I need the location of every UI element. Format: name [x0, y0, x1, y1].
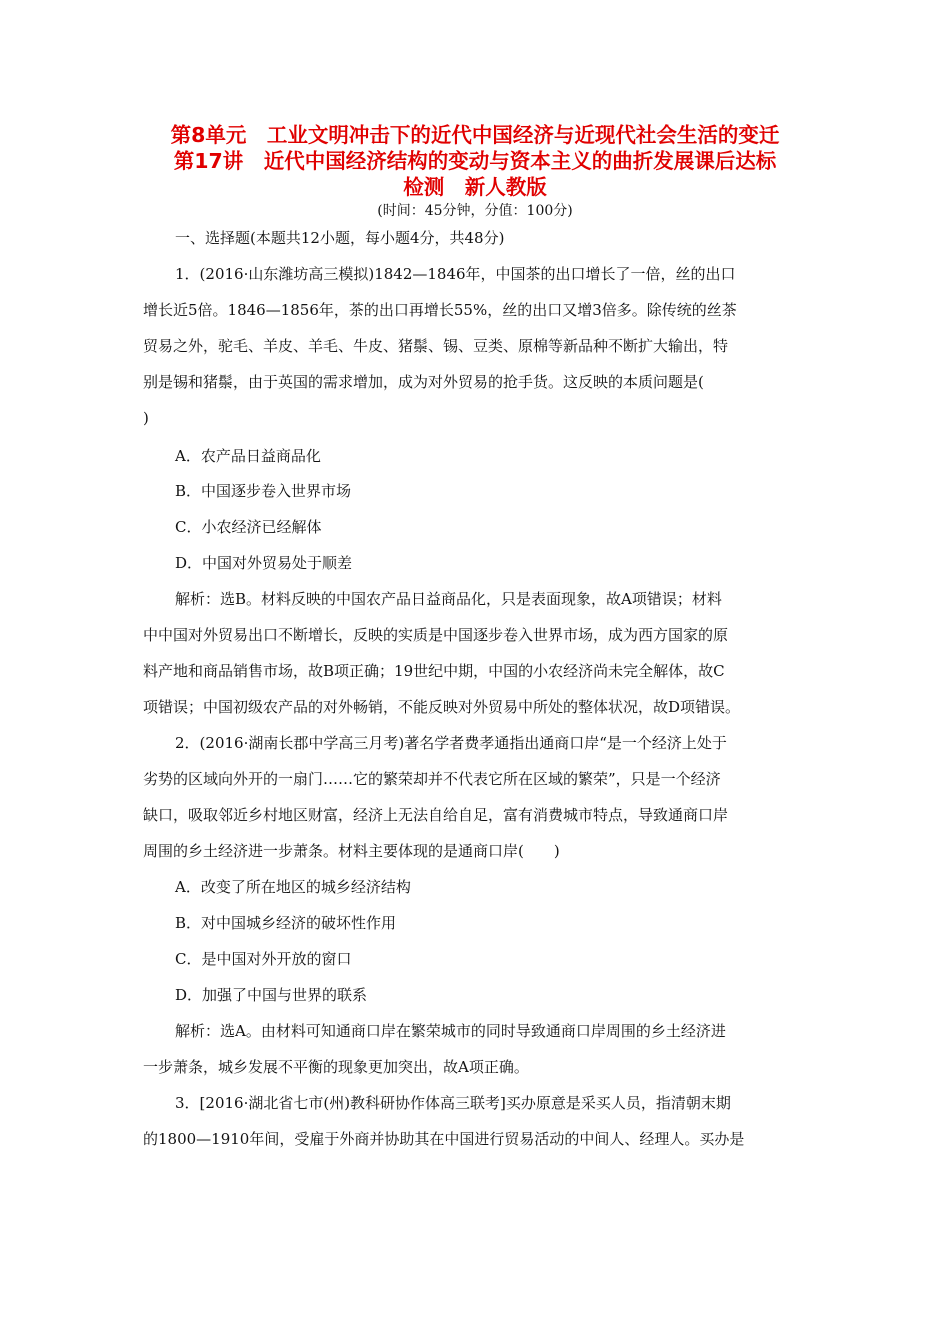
question-2-text: 缺口，吸取邻近乡村地区财富，经济上无法自给自足，富有消费城市特点，导致通商口岸 — [143, 806, 729, 824]
question-2-text: 周围的乡土经济进一步萧条。材料主要体现的是通商口岸( ) — [143, 842, 560, 860]
question-1-analysis: 项错误；中国初级农产品的对外畅销，不能反映对外贸易中所处的整体状况，故D项错误。 — [143, 698, 741, 716]
question-2-option-a: A．改变了所在地区的城乡经济结构 — [175, 878, 411, 896]
section-heading: 一、选择题(本题共12小题，每小题4分，共48分) — [175, 229, 505, 247]
question-1-text: 1．(2016·山东潍坊高三模拟)1842—1846年，中国茶的出口增长了一倍，丝的出口 — [175, 265, 736, 283]
question-2-analysis: 一步萧条，城乡发展不平衡的现象更加突出，故A项正确。 — [143, 1058, 529, 1076]
document-title-line-3: 检测 新人教版 — [403, 175, 547, 199]
question-2-text: 2．(2016·湖南长郡中学高三月考)著名学者费孝通指出通商口岸“是一个经济上处于 — [175, 734, 727, 752]
question-1-option-d: D．中国对外贸易处于顺差 — [175, 554, 353, 572]
document-title-line-1: 第8单元 工业文明冲击下的近代中国经济与近现代社会生活的变迁 — [170, 123, 780, 147]
question-1-analysis: 解析：选B。材料反映的中国农产品日益商品化，只是表面现象，故A项错误；材料 — [175, 590, 722, 608]
question-1-option-a: A．农产品日益商品化 — [175, 447, 321, 465]
time-and-score-info: (时间：45分钟，分值：100分) — [377, 203, 573, 219]
document-title-line-2: 第17讲 近代中国经济结构的变动与资本主义的曲折发展课后达标 — [173, 149, 777, 173]
question-2-analysis: 解析：选A。由材料可知通商口岸在繁荣城市的同时导致通商口岸周围的乡土经济进 — [175, 1022, 726, 1040]
question-1-text: 贸易之外，驼毛、羊皮、羊毛、牛皮、猪鬃、锡、豆类、原棉等新品种不断扩大输出，特 — [143, 337, 729, 355]
question-2-text: 劣势的区域向外开的一扇门……它的繁荣却并不代表它所在区域的繁荣”，只是一个经济 — [143, 770, 721, 788]
question-1-text: 增长近5倍。1846—1856年，茶的出口再增长55%，丝的出口又增3倍多。除传统的丝茶 — [143, 301, 737, 319]
question-2-option-d: D．加强了中国与世界的联系 — [175, 986, 368, 1004]
question-2-option-b: B．对中国城乡经济的破坏性作用 — [175, 914, 397, 932]
question-1-analysis: 中中国对外贸易出口不断增长，反映的实质是中国逐步卷入世界市场，成为西方国家的原 — [143, 626, 729, 644]
question-2-option-c: C．是中国对外开放的窗口 — [175, 950, 352, 968]
question-1-text: 别是锡和猪鬃，由于英国的需求增加，成为对外贸易的抢手货。这反映的本质问题是( — [143, 373, 704, 391]
question-1-analysis: 料产地和商品销售市场，故B项正确；19世纪中期，中国的小农经济尚未完全解体，故C — [143, 662, 725, 680]
question-1-option-c: C．小农经济已经解体 — [175, 518, 322, 536]
question-1-option-b: B．中国逐步卷入世界市场 — [175, 482, 352, 500]
question-3-text: 3．[2016·湖北省七市(州)教科研协作体高三联考]买办原意是采买人员，指清朝末期 — [175, 1094, 731, 1112]
question-1-text: ) — [143, 409, 149, 427]
question-3-text: 的1800—1910年间，受雇于外商并协助其在中国进行贸易活动的中间人、经理人。买办是 — [143, 1130, 745, 1148]
